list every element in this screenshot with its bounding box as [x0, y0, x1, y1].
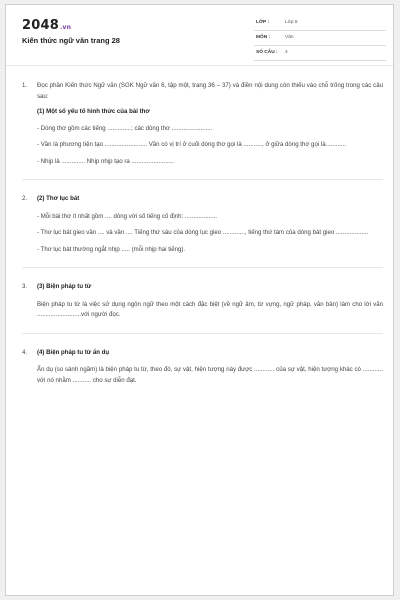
question-number: 3.	[22, 283, 28, 290]
section-divider	[22, 267, 383, 268]
fill-in-line: Ẩn dụ (so sánh ngầm) là biện pháp tu từ, theo đó, sự vật, hiện tượng này được ............ của sự vật, hiện tượng khác có ............ với nó nhằm ........... cho sự diễn đạt.	[37, 366, 383, 384]
question-title: (2) Thơ lục bát	[37, 195, 80, 202]
question-2	[22, 194, 383, 255]
section-divider	[22, 333, 383, 334]
meta-value: Lớp 6	[285, 20, 298, 25]
question-title: (3) Biện pháp tu từ	[37, 283, 92, 290]
worksheet-header	[6, 5, 393, 66]
question-4	[22, 348, 383, 387]
site-logo[interactable]	[22, 18, 71, 33]
meta-row-subject	[254, 32, 386, 46]
fill-in-line: - Dòng thơ gồm các tiếng ..............; các dòng thơ ........................	[37, 124, 213, 132]
question-number: 2.	[22, 195, 28, 202]
meta-label: MÔN :	[256, 35, 271, 40]
question-number: 4.	[22, 348, 28, 356]
section-divider	[22, 179, 383, 180]
worksheet-body	[22, 81, 383, 392]
question-intro: Đọc phần Kiến thức Ngữ văn (SGK Ngữ văn 6, tập một, trang 36 – 37) và điền nội dung còn thiếu vào chỗ trống trong các câu sau:	[37, 82, 383, 100]
fill-in-line: - Thơ lục bát thường ngắt nhịp ..... (mỗi nhịp hai tiếng).	[37, 245, 186, 253]
document-title: Kiến thức ngữ văn trang 28	[22, 36, 120, 45]
fill-in-line: - Mỗi bài thơ ít nhất gồm .... dòng với số tiếng cố định: ...................	[37, 212, 218, 220]
meta-row-question-count	[254, 47, 386, 61]
fill-in-line: - Vần là phương tiện tạo ......................... Vần có vị trí ở cuối dòng thơ gọi là ..........., ở giữa dòng thơ gọi là............	[37, 141, 346, 148]
meta-label: SỐ CÂU :	[256, 50, 278, 55]
worksheet-page	[5, 4, 394, 596]
meta-value: Văn	[285, 35, 294, 40]
logo-text: 2048	[22, 18, 59, 33]
question-1	[22, 81, 383, 167]
logo-suffix: .vn	[59, 24, 72, 31]
question-3	[22, 282, 383, 321]
meta-label: LỚP :	[256, 20, 270, 25]
fill-in-line: Biện pháp tu từ là việc sử dụng ngôn ngữ theo một cách đặc biệt (về ngữ âm, từ vựng, ngữ pháp, văn bản) làm cho lời văn ..........................với người đọc.	[37, 300, 383, 318]
meta-row-class	[254, 17, 386, 31]
meta-value: 4	[285, 50, 288, 55]
question-title: (4) Biện pháp tu từ ẩn dụ	[37, 348, 110, 356]
fill-in-line: - Thơ lục bát gieo vần .... và vần .... Tiếng thứ sáu của dòng lục gieo ............., tiếng thứ tám của dòng bát gieo ...................	[37, 229, 369, 236]
fill-in-line: - Nhịp là .............. Nhịp nhịp tạo ra .........................	[37, 157, 174, 165]
question-subtitle: (1) Một số yếu tố hình thức của bài thơ	[37, 108, 150, 115]
question-number: 1.	[22, 82, 28, 89]
